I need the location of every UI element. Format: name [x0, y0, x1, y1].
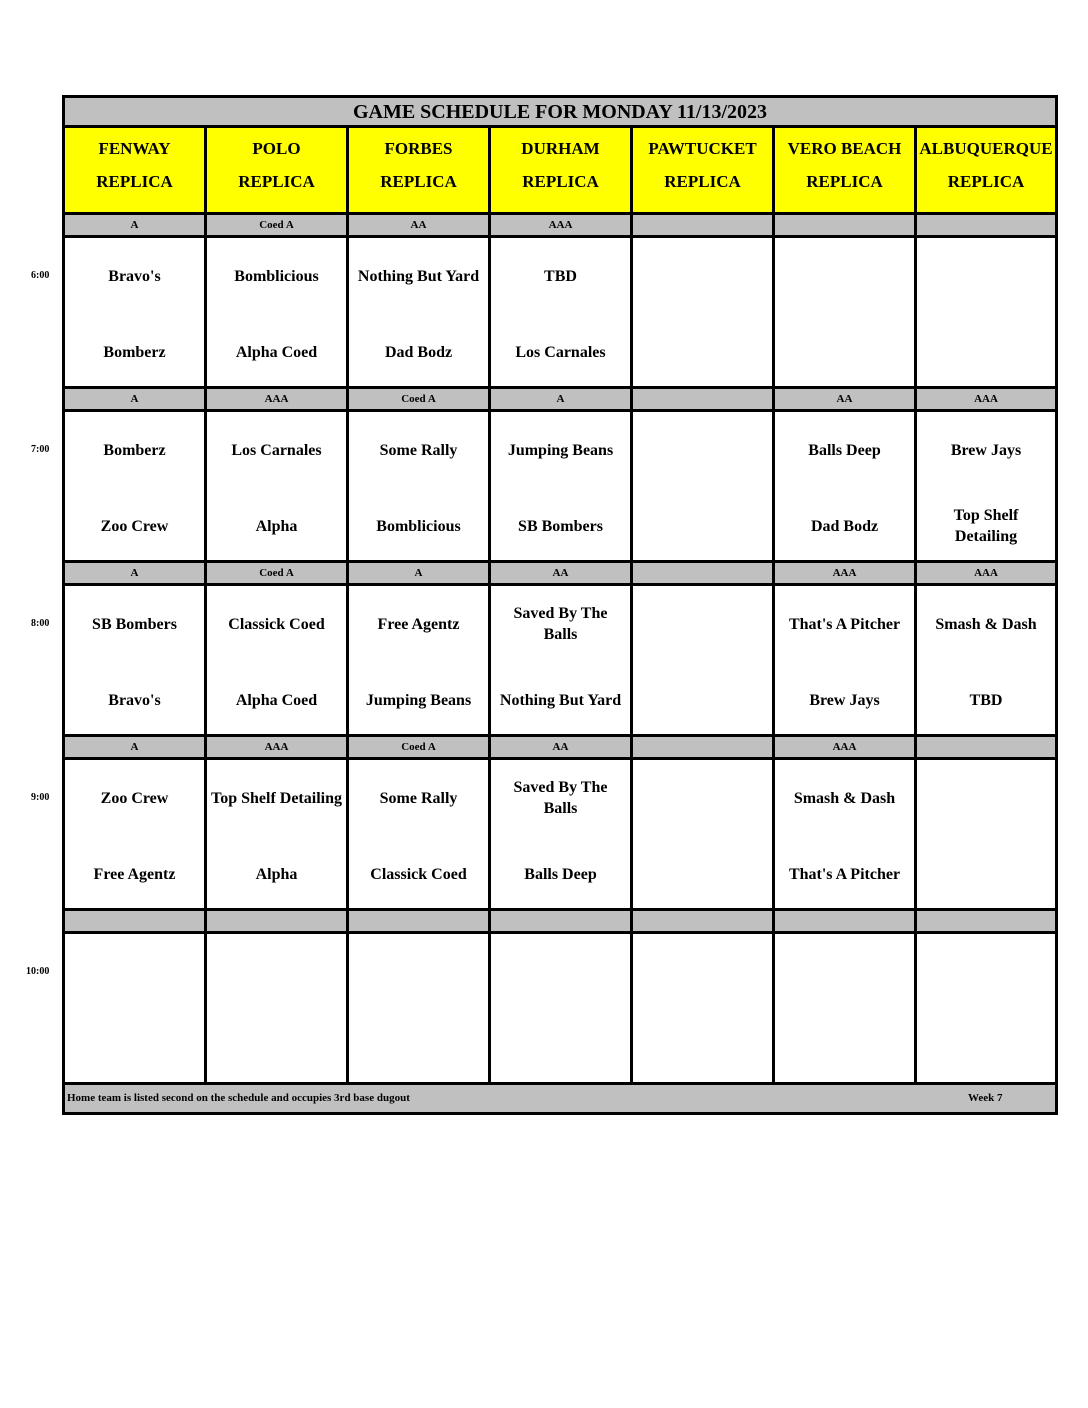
- division-label: AA: [349, 215, 491, 238]
- division-label: [207, 911, 349, 934]
- field-header: [207, 128, 349, 215]
- game-cell: [207, 934, 349, 1085]
- home-team: That's A Pitcher: [788, 865, 901, 883]
- away-team: Top Shelf Detailing: [211, 789, 342, 807]
- game-cell: [349, 934, 491, 1085]
- home-team: [775, 330, 914, 374]
- game-cell: [349, 586, 491, 737]
- game-cell: [633, 412, 775, 563]
- home-team: [633, 1026, 772, 1070]
- home-team: Alpha Coed: [235, 343, 318, 361]
- division-label: [633, 911, 775, 934]
- field-name: ALBUQUERQUE: [919, 139, 1053, 158]
- away-team: Brew Jays: [950, 441, 1022, 459]
- time-label: 10:00: [26, 966, 50, 977]
- week-label: Week 7: [968, 1092, 1003, 1104]
- division-label: [917, 215, 1055, 238]
- division-label: [633, 215, 775, 238]
- division-label: Coed A: [349, 737, 491, 760]
- division-label: AAA: [207, 737, 349, 760]
- home-team: [917, 852, 1055, 896]
- away-team: [491, 950, 630, 994]
- away-team: [917, 254, 1055, 298]
- game-cell: [775, 238, 917, 389]
- field-name: DURHAM: [521, 139, 600, 158]
- away-team: [65, 950, 204, 994]
- game-cell: [917, 238, 1055, 389]
- division-label: AAA: [491, 215, 633, 238]
- field-name: PAWTUCKET: [648, 139, 757, 158]
- game-cell: [775, 586, 917, 737]
- division-label: A: [349, 563, 491, 586]
- home-team: Alpha: [255, 517, 298, 535]
- away-team: [917, 776, 1055, 820]
- game-cell: [917, 934, 1055, 1085]
- home-team: Zoo Crew: [100, 517, 169, 535]
- division-label: A: [65, 389, 207, 412]
- game-cell: [65, 238, 207, 389]
- division-label: [917, 737, 1055, 760]
- game-cell: [775, 934, 917, 1085]
- away-team: Zoo Crew: [100, 789, 169, 807]
- away-team: Classick Coed: [228, 615, 325, 633]
- field-subtitle: REPLICA: [238, 172, 315, 191]
- division-label: [65, 911, 207, 934]
- division-label: AAA: [775, 737, 917, 760]
- away-team: [917, 950, 1055, 994]
- division-label: AAA: [207, 389, 349, 412]
- game-cell: [917, 586, 1055, 737]
- away-team: Nothing But Yard: [357, 267, 480, 285]
- field-subtitle: REPLICA: [664, 172, 741, 191]
- field-subtitle: REPLICA: [947, 172, 1025, 191]
- division-label: [633, 389, 775, 412]
- away-team: [349, 950, 488, 994]
- field-header: [633, 128, 775, 215]
- division-label: A: [65, 215, 207, 238]
- game-cell: [917, 760, 1055, 911]
- game-cell: [207, 760, 349, 911]
- home-team: [349, 1026, 488, 1070]
- time-label: 8:00: [31, 618, 50, 629]
- schedule-table: [62, 95, 1058, 1115]
- home-team: Alpha: [255, 865, 298, 883]
- division-label: [633, 563, 775, 586]
- game-cell: [491, 934, 633, 1085]
- home-team: Classick Coed: [370, 865, 467, 883]
- home-team: [633, 852, 772, 896]
- home-team: Los Carnales: [515, 343, 606, 361]
- field-subtitle: REPLICA: [806, 172, 883, 191]
- game-cell: [207, 412, 349, 563]
- division-label: AA: [491, 563, 633, 586]
- away-team: [775, 254, 914, 298]
- home-team: Alpha Coed: [235, 691, 318, 709]
- division-label: Coed A: [207, 563, 349, 586]
- field-subtitle: REPLICA: [380, 172, 457, 191]
- home-team: [633, 678, 772, 722]
- away-team: [775, 950, 914, 994]
- away-team: [633, 254, 772, 298]
- game-cell: [349, 238, 491, 389]
- division-label: Coed A: [349, 389, 491, 412]
- division-label: AAA: [917, 389, 1055, 412]
- game-cell: [491, 412, 633, 563]
- home-team: [917, 330, 1055, 374]
- game-cell: [633, 934, 775, 1085]
- away-team: Bomberz: [103, 441, 166, 459]
- division-label: A: [491, 389, 633, 412]
- away-team: Balls Deep: [808, 441, 881, 459]
- home-team: [775, 1026, 914, 1070]
- game-cell: [207, 586, 349, 737]
- field-subtitle: REPLICA: [522, 172, 599, 191]
- game-cell: [633, 586, 775, 737]
- away-team: SB Bombers: [92, 615, 177, 633]
- division-label: AAA: [917, 563, 1055, 586]
- home-team: Dad Bodz: [810, 517, 879, 535]
- away-team: Some Rally: [379, 789, 458, 807]
- away-team: [207, 950, 346, 994]
- division-label: A: [65, 737, 207, 760]
- field-header: [775, 128, 917, 215]
- game-cell: [349, 760, 491, 911]
- division-label: Coed A: [207, 215, 349, 238]
- division-label: A: [65, 563, 207, 586]
- away-team: [633, 602, 772, 646]
- home-team: TBD: [969, 691, 1003, 709]
- home-team: [917, 1026, 1055, 1070]
- home-team: Dad Bodz: [384, 343, 453, 361]
- time-label: 9:00: [31, 792, 50, 803]
- away-team: TBD: [544, 267, 577, 285]
- field-name: POLO: [252, 139, 301, 158]
- field-name: VERO BEACH: [787, 139, 902, 158]
- away-team: [633, 776, 772, 820]
- game-cell: [349, 412, 491, 563]
- home-team: Balls Deep: [524, 865, 597, 883]
- game-cell: [491, 760, 633, 911]
- division-label: [917, 911, 1055, 934]
- home-team: [491, 1026, 630, 1070]
- field-name: FENWAY: [98, 139, 171, 158]
- division-label: AA: [491, 737, 633, 760]
- game-cell: [633, 238, 775, 389]
- game-cell: [65, 760, 207, 911]
- schedule-footer: [65, 1085, 1055, 1112]
- away-team: Free Agentz: [377, 615, 460, 633]
- away-team: Saved By The Balls: [513, 779, 608, 817]
- game-cell: [775, 412, 917, 563]
- home-team: [65, 1026, 204, 1070]
- away-team: Jumping Beans: [507, 441, 614, 459]
- away-team: Bravo's: [108, 267, 161, 285]
- away-team: Smash & Dash: [793, 789, 896, 807]
- away-team: Bomblicious: [234, 267, 319, 285]
- game-cell: [65, 586, 207, 737]
- home-team-note: Home team is listed second on the schedule and occupies 3rd base dugout: [67, 1092, 410, 1104]
- division-label: [775, 911, 917, 934]
- away-team: Smash & Dash: [935, 615, 1037, 633]
- field-header: [65, 128, 207, 215]
- division-label: AAA: [775, 563, 917, 586]
- field-header: [349, 128, 491, 215]
- division-label: [349, 911, 491, 934]
- home-team: Jumping Beans: [365, 691, 472, 709]
- home-team: [633, 330, 772, 374]
- game-cell: [65, 412, 207, 563]
- game-cell: [775, 760, 917, 911]
- time-label: 7:00: [31, 444, 50, 455]
- game-cell: [207, 238, 349, 389]
- home-team: Nothing But Yard: [499, 691, 622, 709]
- division-label: [491, 911, 633, 934]
- home-team: Bomblicious: [376, 517, 461, 535]
- away-team: Saved By The Balls: [513, 605, 608, 643]
- home-team: Top Shelf Detailing: [953, 507, 1019, 545]
- division-label: AA: [775, 389, 917, 412]
- home-team: SB Bombers: [518, 517, 603, 535]
- away-team: Los Carnales: [231, 441, 322, 459]
- home-team: Free Agentz: [93, 865, 176, 883]
- field-header: [917, 128, 1055, 215]
- field-subtitle: REPLICA: [96, 172, 173, 191]
- away-team: That's A Pitcher: [788, 615, 901, 633]
- away-team: Some Rally: [379, 441, 458, 459]
- time-label: 6:00: [31, 270, 50, 281]
- schedule-title: GAME SCHEDULE FOR MONDAY 11/13/2023: [65, 98, 1055, 128]
- home-team: Brew Jays: [809, 691, 880, 709]
- away-team: [633, 428, 772, 472]
- away-team: [633, 950, 772, 994]
- division-label: [633, 737, 775, 760]
- game-cell: [491, 238, 633, 389]
- home-team: Bravo's: [108, 691, 161, 709]
- home-team: Bomberz: [103, 343, 166, 361]
- division-label: [775, 215, 917, 238]
- field-name: FORBES: [384, 139, 453, 158]
- game-cell: [65, 934, 207, 1085]
- home-team: [633, 504, 772, 548]
- field-header: [491, 128, 633, 215]
- game-cell: [491, 586, 633, 737]
- home-team: [207, 1026, 346, 1070]
- game-cell: [633, 760, 775, 911]
- game-cell: [917, 412, 1055, 563]
